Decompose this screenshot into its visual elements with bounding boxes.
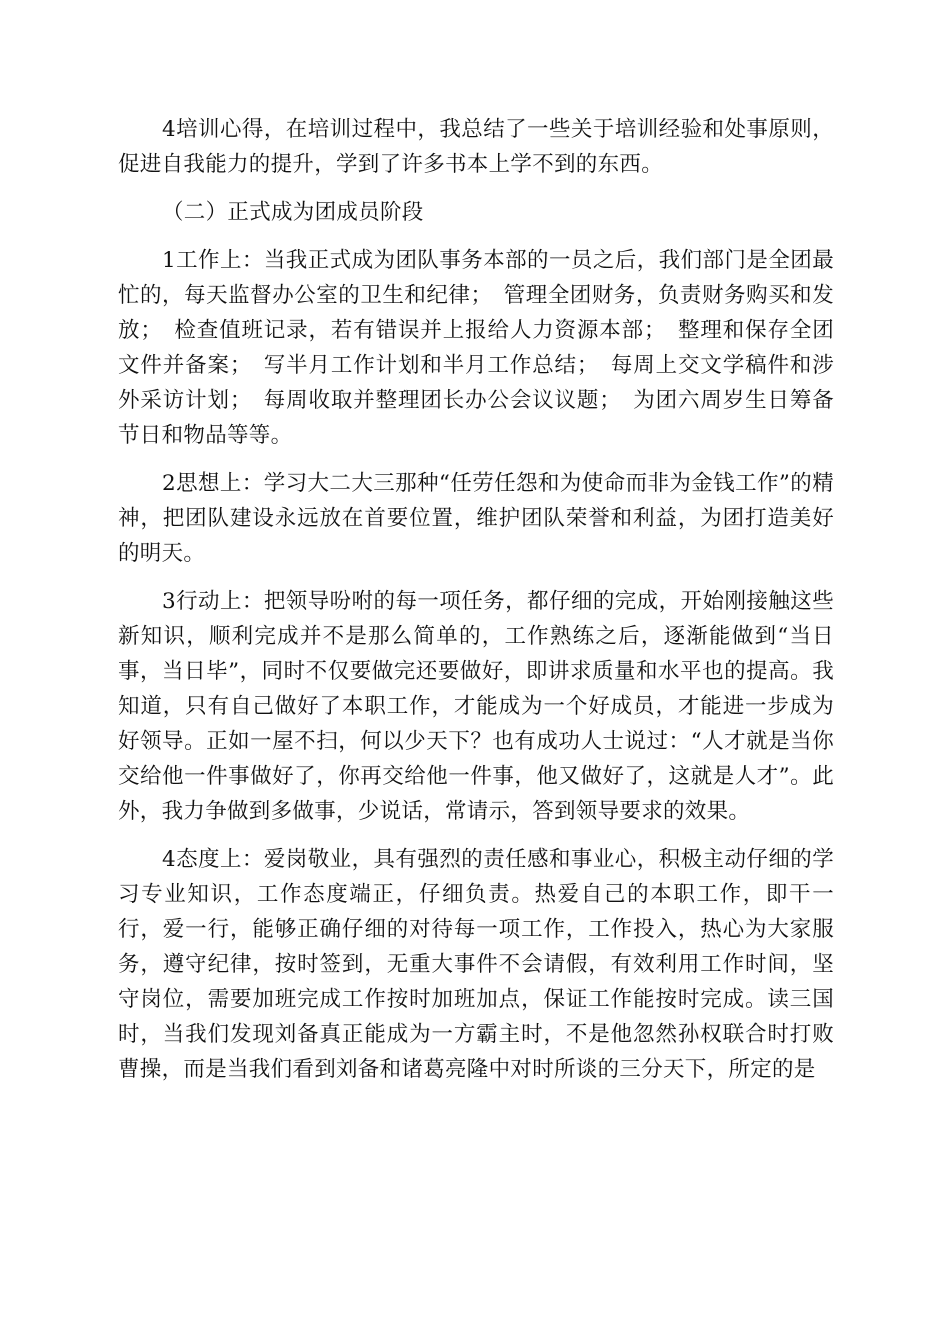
paragraph-thinking: 2思想上：学习大二大三那种“任劳任怨和为使命而非为金钱工作”的精神，把团队建设永远放在首要位置，维护团队荣誉和利益，为团打造美好的明天。: [118, 471, 834, 566]
document-page: [118, 112, 834, 1087]
section-heading-formal-member-stage: （二）正式成为团成员阶段: [162, 200, 424, 225]
paragraph-attitude: 4态度上：爱岗敬业，具有强烈的责任感和事业心，积极主动仔细的学习专业知识，工作态度端正，仔细负责。热爱自己的本职工作，即干一行，爱一行，能够正确仔细的对待每一项工作，工作投入，热心为大家服务，遵守纪律，按时签到，无重大事件不会请假，有效利用工作时间，坚守岗位，需要加班完成工作按时加班加点，保证工作能按时完成。读三国时，当我们发现刘备真正能成为一方霸主时，不是他忽然孙权联合时打败曹操，而是当我们看到刘备和诸葛亮隆中对时所谈的三分天下，所定的是: [118, 847, 834, 1082]
paragraph-training-insights: 4培训心得，在培训过程中，我总结了一些关于培训经验和处事原则，促进自我能力的提升，学到了许多书本上学不到的东西。: [118, 117, 834, 177]
paragraph-action: 3行动上：把领导吩咐的每一项任务，都仔细的完成，开始刚接触这些新知识，顺利完成并不是那么简单的，工作熟练之后，逐渐能做到“当日事，当日毕”，同时不仅要做完还要做好，即讲求质量和水平也的提高。我知道，只有自己做好了本职工作，才能成为一个好成员，才能进一步成为好领导。正如一屋不扫，何以少天下？也有成功人士说过：“人才就是当你交给他一件事做好了，你再交给他一件事，他又做好了，这就是人才”。此外，我力争做到多做事，少说话，常请示，答到领导要求的效果。: [118, 589, 834, 824]
paragraph-work: 1工作上：当我正式成为团队事务本部的一员之后，我们部门是全团最忙的，每天监督办公室的卫生和纪律； 管理全团财务，负责财务购买和发放； 检查值班记录，若有错误并上报给人力资源本部； 整理和保存全团文件并备案； 写半月工作计划和半月工作总结； 每周上交文学稿件和涉外采访计划； 每周收取并整理团长办公会议议题； 为团六周岁生日筹备节日和物品等等。: [118, 248, 834, 448]
